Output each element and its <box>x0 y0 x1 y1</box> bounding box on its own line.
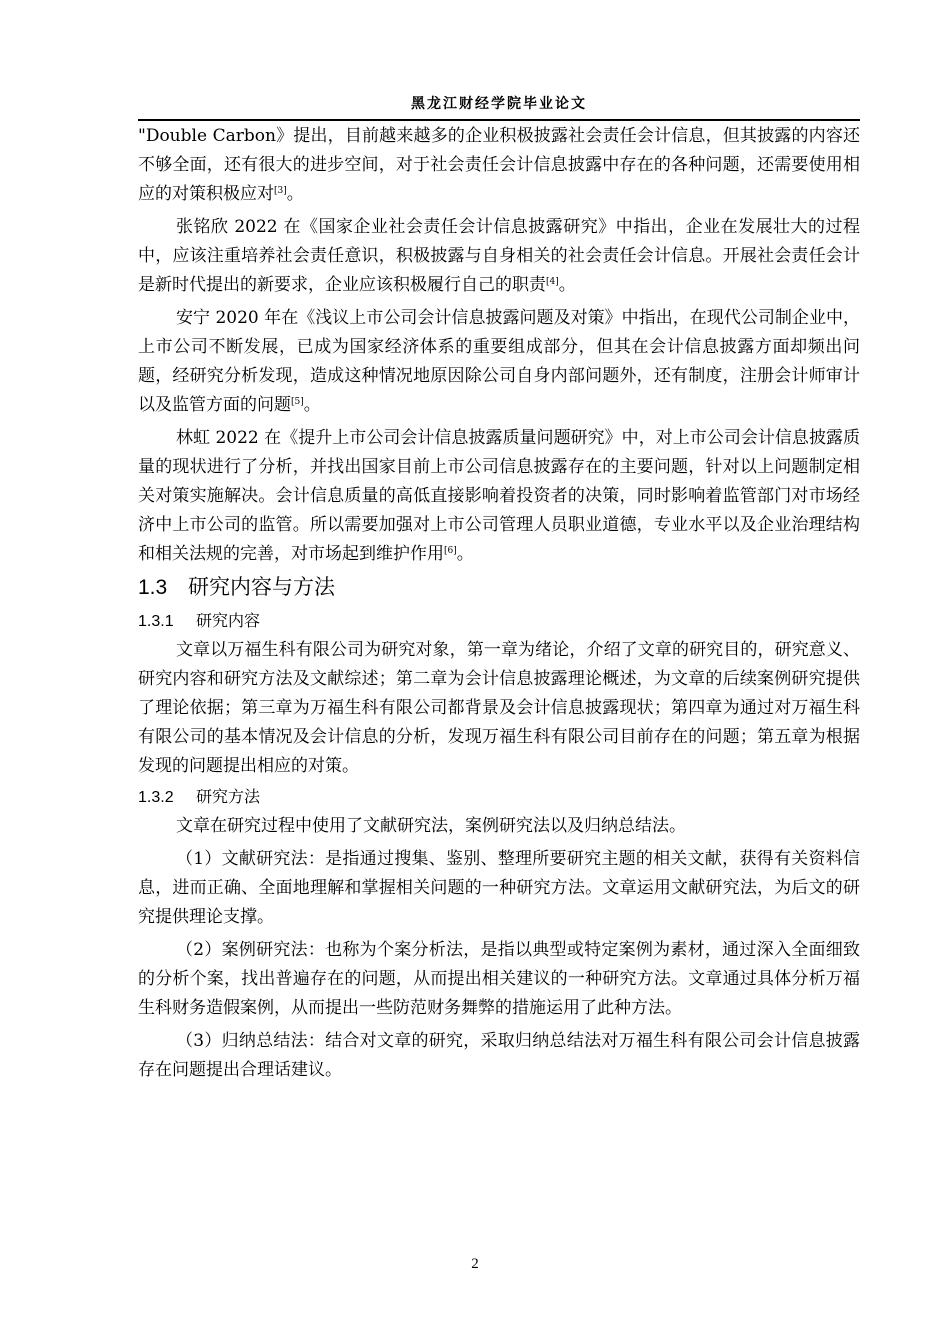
citation-4: [4] <box>546 277 559 287</box>
method-case-study: （2）案例研究法：也称为个案分析法，是指以典型或特定案例为素材，通过深入全面细致的分析个案，找出普遍存在的问题，从而提出相关建议的一种研究方法。文章通过具体分析万福生科财务造假案例，从而提出一些防范财务舞弊的措施运用了此种方法。 <box>138 940 860 1018</box>
section-heading-1-3-2 <box>138 783 860 812</box>
paragraph-0-text: "Double Carbon》提出，目前越来越多的企业积极披露社会责任会计信息，但其披露的内容还不够全面，还有很大的进步空间，对于社会责任会计信息披露中存在的各种问题，还需要使用相应的对策积极应对 <box>138 126 860 204</box>
paragraph-0-end: 。 <box>286 184 304 204</box>
paragraph-1 <box>138 213 860 300</box>
citation-5: [5] <box>291 397 304 407</box>
subsection-number: 1.3.2 <box>138 789 174 806</box>
method-induction: （3）归纳总结法：结合对文章的研究，采取归纳总结法对万福生科有限公司会计信息披露存在问题提出合理话建议。 <box>138 1031 860 1080</box>
section-title: 研究内容与方法 <box>188 576 335 599</box>
subsection-number: 1.3.1 <box>138 613 174 630</box>
citation-6: [6] <box>444 546 457 556</box>
page-number: 2 <box>471 1256 479 1272</box>
subsection-title: 研究内容 <box>196 613 261 630</box>
subsection-title: 研究方法 <box>196 789 261 806</box>
paragraph-2-text: 安宁 2020 年在《浅议上市公司会计信息披露问题及对策》中指出，在现代公司制企业中，上市公司不断发展，已成为国家经济体系的重要组成部分，但其在会计信息披露方面却频出问题，经研究分析发现，造成这种情况地原因除公司自身内部问题外，还有制度，注册会计师审计以及监管方面的问题 <box>138 308 860 415</box>
paragraph-0 <box>138 122 860 209</box>
paragraph-3-end: 。 <box>456 544 474 564</box>
paragraph-1-end: 。 <box>558 275 576 295</box>
method-literature: （1）文献研究法：是指通过搜集、鉴别、整理所要研究主题的相关文献，获得有关资料信息，进而正确、全面地理解和掌握相关问题的一种研究方法。文章运用文献研究法，为后文的研究提供理论支撑。 <box>138 849 860 927</box>
page-header: 黑龙江财经学院毕业论文 <box>138 93 860 121</box>
paragraph-2-end: 。 <box>303 395 321 415</box>
section-heading-1-3-1 <box>138 607 860 636</box>
paragraph-2 <box>138 304 860 420</box>
section-heading-1-3 <box>138 571 860 605</box>
page-body <box>138 122 860 1085</box>
research-content-paragraph: 文章以万福生科有限公司为研究对象，第一章为绪论，介绍了文章的研究目的，研究意义、研究内容和研究方法及文献综述；第二章为会计信息披露理论概述，为文章的后续案例研究提供了理论依据；第三章为万福生科有限公司都背景及会计信息披露现状；第四章为通过对万福生科有限公司的基本情况及会计信息的分析，发现万福生科有限公司目前存在的问题；第五章为根据发现的问题提出相应的对策。 <box>138 640 860 776</box>
paragraph-3 <box>138 424 860 569</box>
paragraph-3-text: 林虹 2022 在《提升上市公司会计信息披露质量问题研究》中，对上市公司会计信息披露质量的现状进行了分析，并找出国家目前上市公司信息披露存在的主要问题，针对以上问题制定相关对策实施解决。会计信息质量的高低直接影响着投资者的决策，同时影响着监管部门对市场经济中上市公司的监管。所以需要加强对上市公司管理人员职业道德，专业水平以及企业治理结构和相关法规的完善，对市场起到维护作用 <box>138 428 860 564</box>
section-number: 1.3 <box>138 576 168 599</box>
citation-3: [3] <box>274 186 287 196</box>
paragraph-1-text: 张铭欣 2022 在《国家企业社会责任会计信息披露研究》中指出，企业在发展壮大的过程中，应该注重培养社会责任意识，积极披露与自身相关的社会责任会计信息。开展社会责任会计是新时代提出的新要求，企业应该积极履行自己的职责 <box>138 217 860 295</box>
research-method-intro: 文章在研究过程中使用了文献研究法，案例研究法以及归纳总结法。 <box>176 816 686 836</box>
